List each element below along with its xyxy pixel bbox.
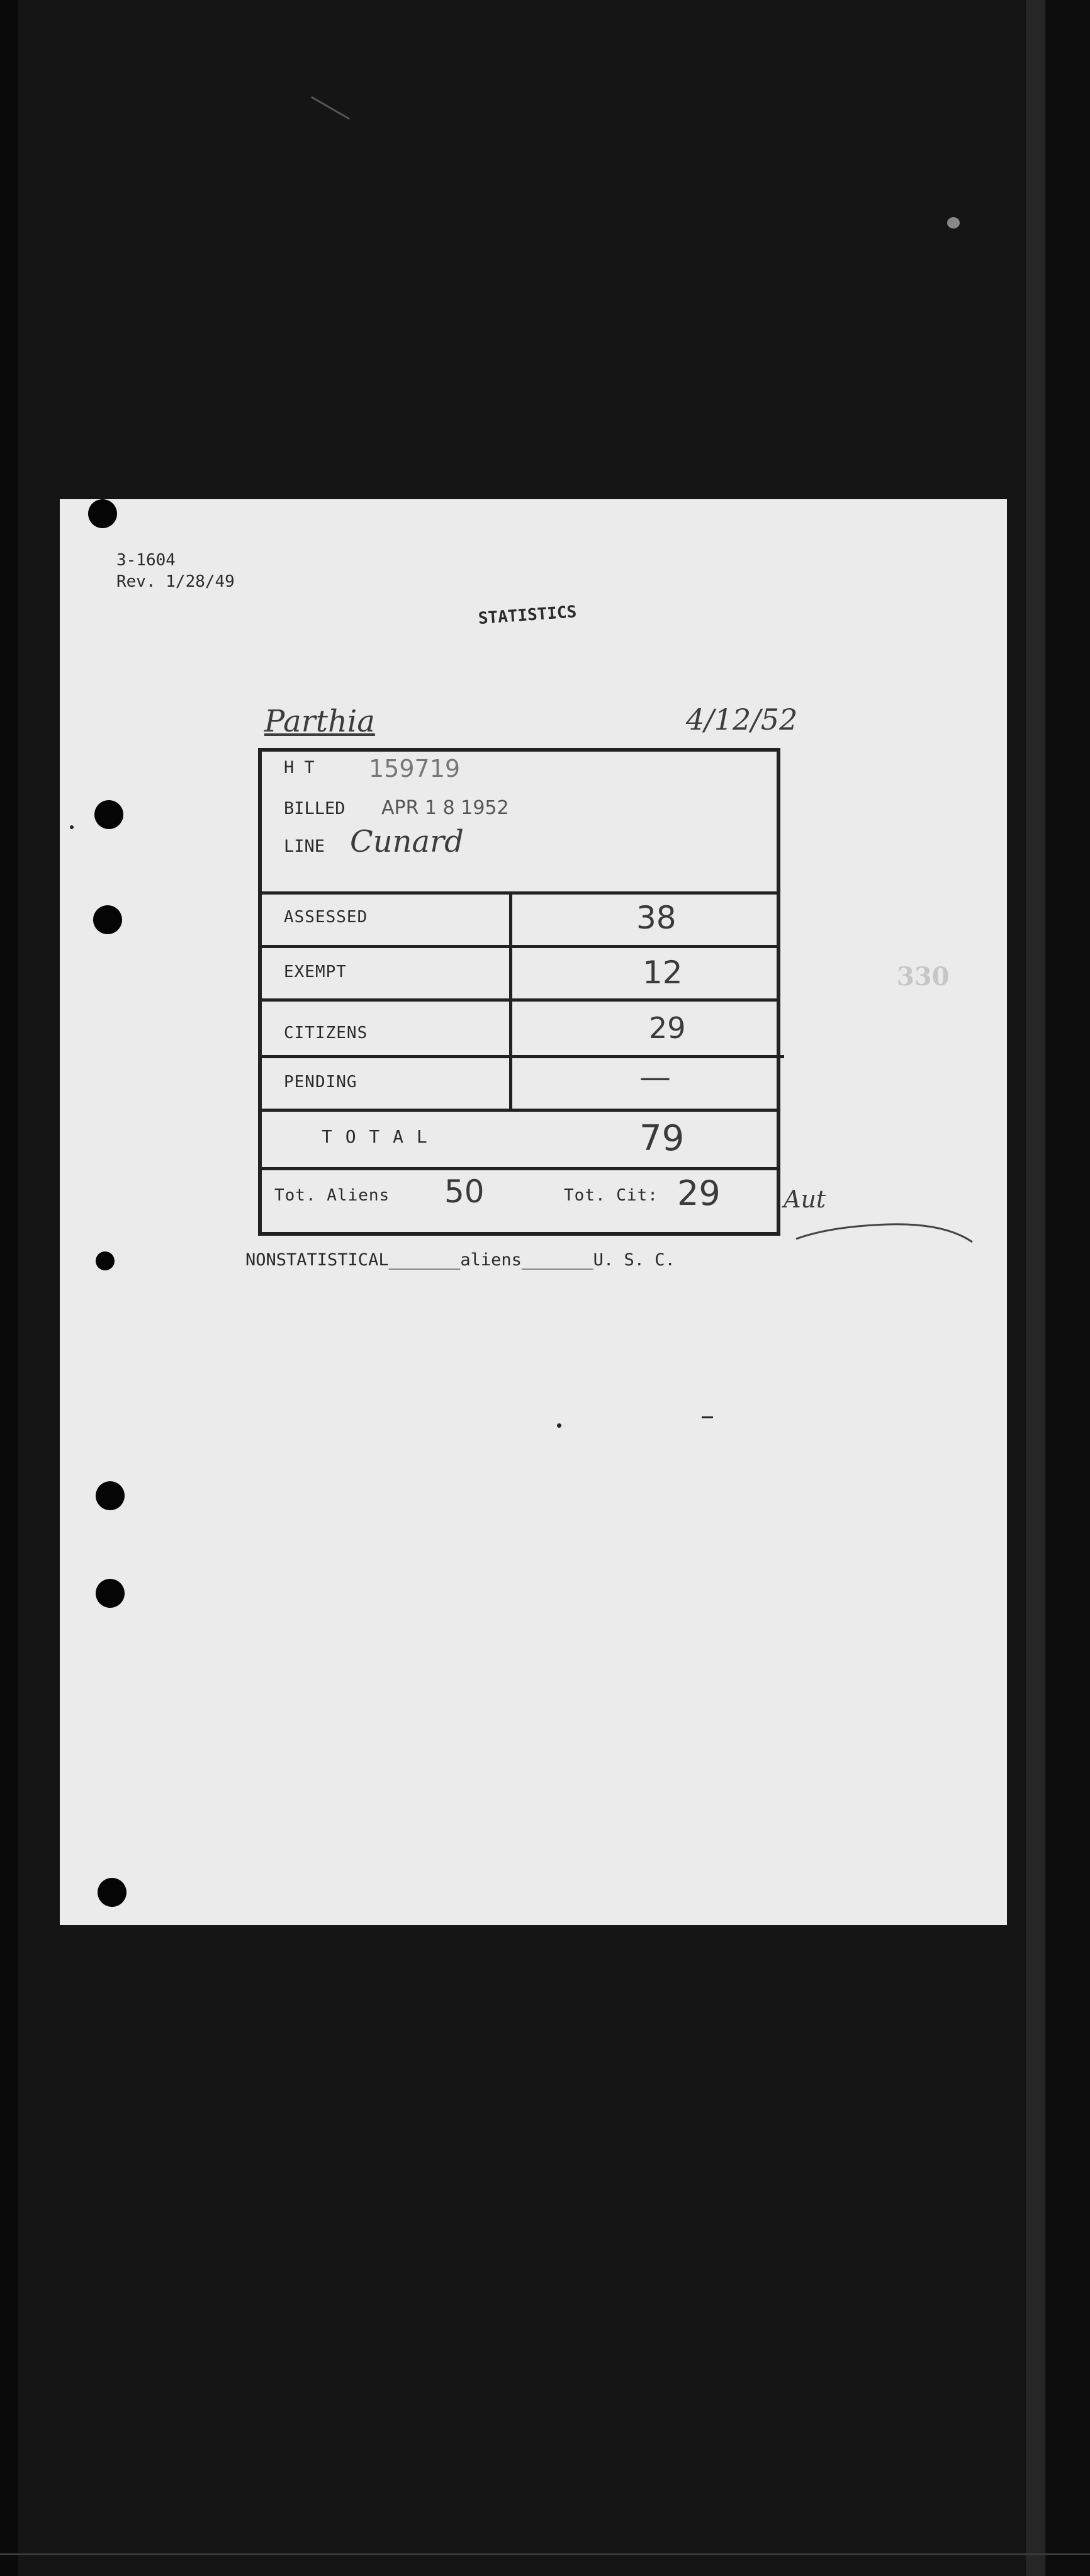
ht-label: H T <box>284 758 315 777</box>
divider <box>262 1055 784 1058</box>
divider <box>262 1109 777 1112</box>
ink-dot <box>70 825 74 829</box>
ink-dash <box>702 1416 713 1418</box>
document-page <box>60 499 1007 1925</box>
ink-dot <box>557 1423 561 1428</box>
punch-hole <box>98 1878 126 1907</box>
row-label-citizens: CITIZENS <box>284 1024 368 1042</box>
film-edge-left <box>0 0 18 2576</box>
punch-hole <box>93 905 122 934</box>
row-value-pending: — <box>639 1059 671 1095</box>
initials: Aut <box>784 1185 826 1213</box>
statistics-box <box>258 748 780 1236</box>
film-speck <box>947 217 960 229</box>
film-bottom-line <box>0 2553 1090 2555</box>
row-value-citizens: 29 <box>649 1011 686 1045</box>
line-label: LINE <box>284 837 325 856</box>
form-code <box>116 550 235 592</box>
nonstatistical-line: NONSTATISTICAL_______aliens_______U. S. C. <box>245 1250 675 1270</box>
divider <box>262 891 777 895</box>
punch-hole <box>96 1481 125 1510</box>
vessel-name: Parthia <box>264 704 375 739</box>
form-revision: Rev. 1/28/49 <box>116 572 235 591</box>
row-label-exempt: EXEMPT <box>284 963 347 981</box>
row-value-assessed: 38 <box>636 900 677 936</box>
punch-hole <box>88 499 117 528</box>
billed-stamp: APR 1 8 1952 <box>381 797 509 819</box>
ht-number: 159719 <box>369 755 461 782</box>
divider <box>262 998 777 1002</box>
film-edge-right <box>1046 0 1090 2576</box>
billed-label: BILLED <box>284 799 346 818</box>
punch-hole <box>96 1251 115 1270</box>
total-aliens-label: Tot. Aliens <box>274 1186 390 1205</box>
line-name: Cunard <box>350 824 464 859</box>
form-number: 3-1604 <box>116 551 176 570</box>
ghost-number: 330 <box>897 962 950 991</box>
divider <box>262 1167 777 1170</box>
column-divider <box>509 891 512 1109</box>
page-title: STATISTICS <box>477 602 578 628</box>
total-citizens-value: 29 <box>677 1173 721 1213</box>
row-label-assessed: ASSESSED <box>284 908 368 927</box>
handwritten-date: 4/12/52 <box>686 703 798 737</box>
row-value-total: 79 <box>639 1118 685 1159</box>
initials-flourish <box>793 1211 975 1245</box>
film-strip <box>1026 0 1045 2576</box>
row-value-exempt: 12 <box>643 954 683 991</box>
row-label-total: T O T A L <box>322 1126 429 1147</box>
row-label-pending: PENDING <box>284 1073 357 1092</box>
punch-hole <box>94 800 123 829</box>
film-scratch <box>311 96 350 120</box>
punch-hole <box>96 1579 125 1608</box>
divider <box>262 945 777 948</box>
total-citizens-label: Tot. Cit: <box>564 1186 658 1205</box>
total-aliens-value: 50 <box>444 1173 485 1210</box>
